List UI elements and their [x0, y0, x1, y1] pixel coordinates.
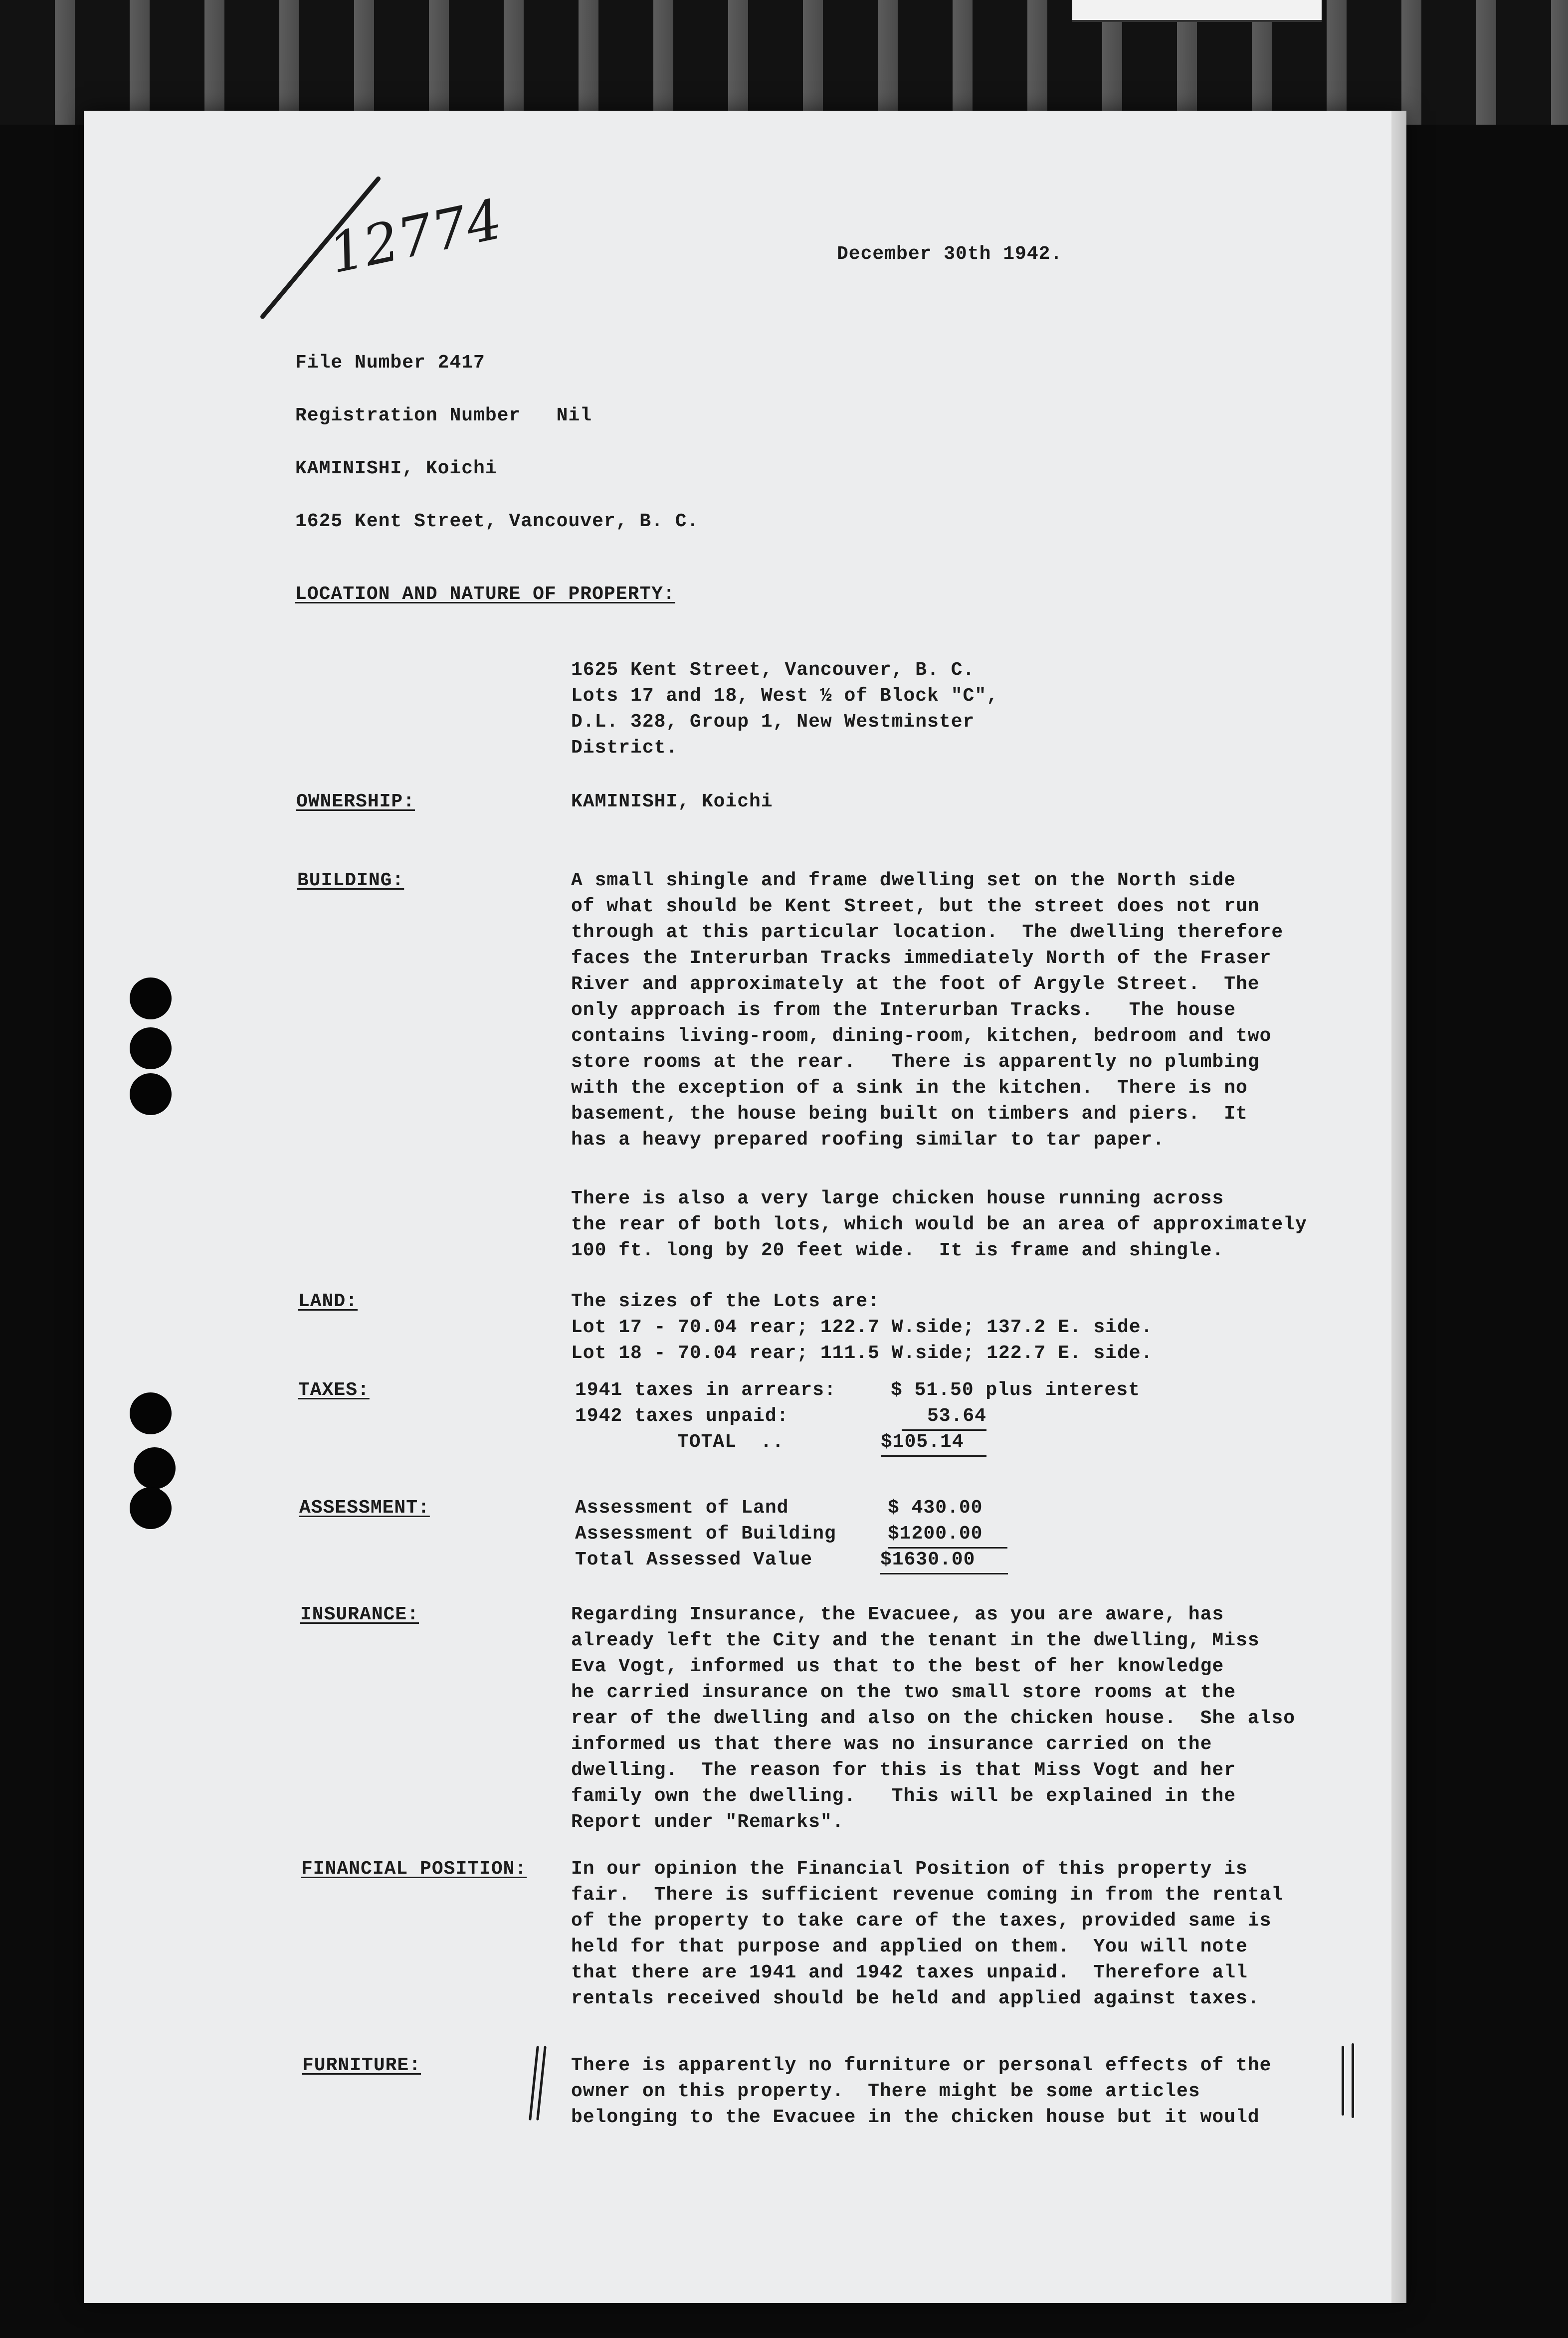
land-line: The sizes of the Lots are:: [571, 1291, 880, 1312]
insurance-details: [571, 1602, 1295, 1835]
location-details: [571, 657, 998, 761]
location-line: D.L. 328, Group 1, New Westminster: [571, 711, 975, 733]
financial-line: In our opinion the Financial Position of this property is: [571, 1858, 1248, 1880]
building-description: [571, 868, 1283, 1153]
furniture-line: There is apparently no furniture or personal effects of the: [571, 2055, 1272, 2076]
building-line: faces the Interurban Tracks immediately North of the Fraser: [571, 948, 1272, 969]
insurance-line: informed us that there was no insurance carried on the: [571, 1734, 1212, 1755]
financial-position-label: FINANCIAL POSITION:: [301, 1858, 527, 1880]
assessment-item: Assessment of Land: [575, 1497, 789, 1519]
land-label: LAND:: [298, 1291, 358, 1312]
financial-position-details: [571, 1856, 1283, 2012]
financial-line: of the property to take care of the taxes, provided same is: [571, 1910, 1272, 1932]
building-line: basement, the house being built on timbers and piers. It: [571, 1103, 1248, 1125]
land-line: Lot 17 - 70.04 rear; 122.7 W.side; 137.2 E. side.: [571, 1317, 1153, 1338]
building-line: There is also a very large chicken house running across: [571, 1188, 1224, 1209]
taxes-label: TAXES:: [298, 1379, 370, 1401]
insurance-label: INSURANCE:: [300, 1604, 419, 1625]
registration-number: Registration Number Nil: [295, 405, 592, 426]
file-number: File Number 2417: [295, 352, 485, 374]
building-line: of what should be Kent Street, but the street does not run: [571, 896, 1260, 917]
location-line: District.: [571, 737, 678, 759]
building-line: with the exception of a sink in the kitchen. There is no: [571, 1077, 1248, 1099]
building-line: A small shingle and frame dwelling set on the North side: [571, 870, 1236, 891]
furniture-label: FURNITURE:: [302, 2055, 421, 2076]
page-edge-shadow: [1391, 111, 1406, 2303]
tax-total-amount: $105.14: [881, 1429, 986, 1457]
insurance-line: he carried insurance on the two small store rooms at the: [571, 1682, 1236, 1703]
location-line: 1625 Kent Street, Vancouver, B. C.: [571, 659, 975, 681]
assessment-item: Assessment of Building: [575, 1523, 836, 1545]
building-line: only approach is from the Interurban Tracks. The house: [571, 999, 1236, 1021]
land-line: Lot 18 - 70.04 rear; 111.5 W.side; 122.7 E. side.: [571, 1343, 1153, 1364]
assessment-amount: $1200.00: [888, 1521, 1007, 1549]
insurance-line: family own the dwelling. This will be explained in the: [571, 1785, 1236, 1807]
punch-hole: [130, 1027, 172, 1069]
document-page: [84, 111, 1406, 2303]
building-label: BUILDING:: [297, 870, 404, 891]
punch-hole: [130, 1487, 172, 1529]
building-line: 100 ft. long by 20 feet wide. It is frame and shingle.: [571, 1240, 1224, 1261]
owner-address: 1625 Kent Street, Vancouver, B. C.: [295, 511, 699, 532]
document-content: [84, 111, 1406, 2303]
punch-hole: [134, 1447, 176, 1489]
land-sizes: [571, 1289, 1153, 1366]
financial-line: that there are 1941 and 1942 taxes unpaid. Therefore all: [571, 1962, 1248, 1983]
financial-line: rentals received should be held and applied against taxes.: [571, 1988, 1260, 2009]
assessment-item: Total Assessed Value: [575, 1549, 813, 1570]
building-line: River and approximately at the foot of Argyle Street. The: [571, 974, 1260, 995]
tax-total-label: TOTAL ..: [677, 1431, 784, 1453]
assessment-label: ASSESSMENT:: [299, 1497, 430, 1519]
punch-hole: [130, 1392, 172, 1434]
tax-item: 1942 taxes unpaid:: [575, 1405, 789, 1427]
financial-line: fair. There is sufficient revenue coming in from the rental: [571, 1884, 1284, 1906]
building-line: through at this particular location. The dwelling therefore: [571, 922, 1284, 943]
insurance-line: Eva Vogt, informed us that to the best of her knowledge: [571, 1656, 1224, 1677]
building-line: the rear of both lots, which would be an area of approximately: [571, 1214, 1307, 1235]
assessment-total: $1630.00: [880, 1547, 1008, 1574]
film-strip-background: [0, 0, 1568, 125]
insurance-line: Regarding Insurance, the Evacuee, as you are aware, has: [571, 1604, 1224, 1625]
furniture-details: [571, 2053, 1271, 2131]
letter-date: December 30th 1942.: [837, 243, 1063, 265]
building-line: store rooms at the rear. There is apparently no plumbing: [571, 1051, 1260, 1073]
ownership-value: KAMINISHI, Koichi: [571, 791, 773, 812]
insurance-line: Report under "Remarks".: [571, 1811, 844, 1833]
insurance-line: rear of the dwelling and also on the chicken house. She also: [571, 1708, 1296, 1729]
insurance-line: already left the City and the tenant in the dwelling, Miss: [571, 1630, 1260, 1651]
location-heading: LOCATION AND NATURE OF PROPERTY:: [295, 584, 675, 605]
insurance-line: dwelling. The reason for this is that Miss Vogt and her: [571, 1759, 1236, 1781]
financial-line: held for that purpose and applied on them. You will note: [571, 1936, 1248, 1957]
assessment-amount: $ 430.00: [888, 1497, 983, 1519]
furniture-line: owner on this property. There might be some articles: [571, 2081, 1200, 2102]
building-line: contains living-room, dining-room, kitchen, bedroom and two: [571, 1025, 1272, 1047]
handwritten-bracket-right: [1342, 2046, 1344, 2116]
punch-hole: [130, 977, 172, 1019]
handwritten-number: 12774: [323, 187, 508, 286]
adjacent-page-corner: [1072, 0, 1322, 22]
tax-item: 1941 taxes in arrears:: [575, 1379, 836, 1401]
handwritten-bracket-right: [1352, 2043, 1354, 2118]
punch-hole: [130, 1073, 172, 1115]
tax-amount: 53.64: [902, 1403, 986, 1431]
ownership-label: OWNERSHIP:: [296, 791, 415, 812]
location-line: Lots 17 and 18, West ½ of Block "C",: [571, 685, 998, 707]
building-line: has a heavy prepared roofing similar to tar paper.: [571, 1129, 1165, 1151]
furniture-line: belonging to the Evacuee in the chicken house but it would: [571, 2107, 1260, 2128]
chicken-house-description: [571, 1186, 1307, 1264]
owner-name: KAMINISHI, Koichi: [295, 458, 497, 479]
tax-amount: $ 51.50 plus interest: [891, 1379, 1140, 1401]
